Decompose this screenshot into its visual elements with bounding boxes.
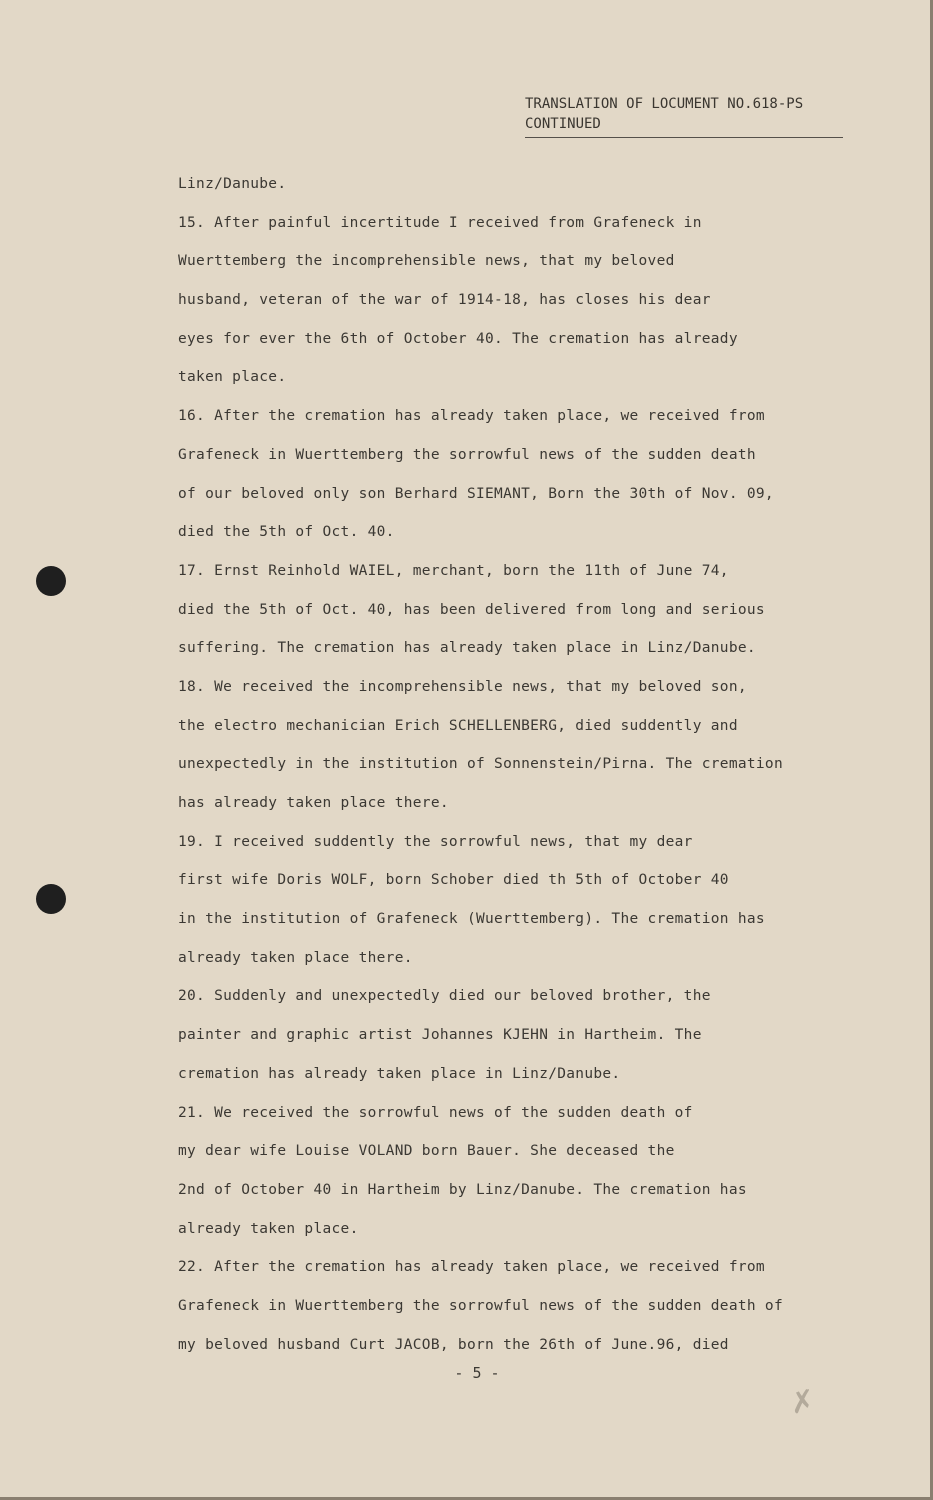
text-line: unexpectedly in the institution of Sonnenstein/Pirna. The cremation	[178, 756, 783, 773]
text-line: 19. I received suddently the sorrowful news, that my dear	[178, 833, 693, 850]
text-line: of our beloved only son Berhard SIEMANT, Born the 30th of Nov. 09,	[178, 485, 774, 502]
text-line: 16. After the cremation has already taken place, we received from	[178, 408, 765, 425]
text-line: Grafeneck in Wuerttemberg the sorrowful news of the sudden death	[178, 446, 756, 463]
text-line: the electro mechanician Erich SCHELLENBERG, died suddently and	[178, 717, 738, 734]
text-line: 17. Ernst Reinhold WAIEL, merchant, born the 11th of June 74,	[178, 562, 729, 579]
text-line: 20. Suddenly and unexpectedly died our beloved brother, the	[178, 988, 711, 1005]
text-line: first wife Doris WOLF, born Schober died th 5th of October 40	[178, 872, 729, 889]
text-line: already taken place there.	[178, 949, 413, 966]
text-line: has already taken place there.	[178, 795, 449, 811]
text-line: husband, veteran of the war of 1914-18, has closes his dear	[178, 292, 711, 309]
punch-hole	[36, 566, 66, 596]
document-title: TRANSLATION OF LOCUMENT NO.618-PS	[525, 96, 804, 112]
text-line: 18. We received the incomprehensible news, that my beloved son,	[178, 678, 747, 695]
text-line: painter and graphic artist Johannes KJEHN in Hartheim. The	[178, 1027, 702, 1044]
text-line: suffering. The cremation has already taken place in Linz/Danube.	[178, 640, 756, 657]
document-subtitle: CONTINUED	[525, 116, 601, 132]
text-line: died the 5th of Oct. 40, has been delivered from long and serious	[178, 601, 765, 618]
document-body	[178, 172, 858, 1371]
page-number: - 5 -	[454, 1364, 500, 1382]
text-line: died the 5th of Oct. 40.	[178, 524, 395, 541]
text-line: 21. We received the sorrowful news of the sudden death of	[178, 1104, 693, 1121]
text-line: Wuerttemberg the incomprehensible news, that my beloved	[178, 253, 675, 270]
text-line: in the institution of Grafeneck (Wuerttemberg). The cremation has	[178, 911, 765, 928]
punch-hole	[36, 884, 66, 914]
header-rule	[525, 137, 843, 138]
document-header	[525, 94, 845, 138]
text-line: 22. After the cremation has already taken place, we received from	[178, 1259, 765, 1276]
text-line: Grafeneck in Wuerttemberg the sorrowful news of the sudden death of	[178, 1297, 783, 1314]
text-line: Linz/Danube.	[178, 176, 287, 192]
text-line: cremation has already taken place in Linz/Danube.	[178, 1065, 621, 1082]
text-line: eyes for ever the 6th of October 40. The cremation has already	[178, 330, 738, 347]
text-line: taken place.	[178, 369, 287, 386]
pencil-mark: ✗	[787, 1383, 818, 1422]
text-line: already taken place.	[178, 1220, 359, 1237]
text-line: my dear wife Louise VOLAND born Bauer. She deceased the	[178, 1143, 675, 1160]
text-line: 2nd of October 40 in Hartheim by Linz/Danube. The cremation has	[178, 1181, 747, 1198]
text-line: my beloved husband Curt JACOB, born the 26th of June.96, died	[178, 1336, 729, 1353]
text-line: 15. After painful incertitude I received from Grafeneck in	[178, 214, 702, 231]
